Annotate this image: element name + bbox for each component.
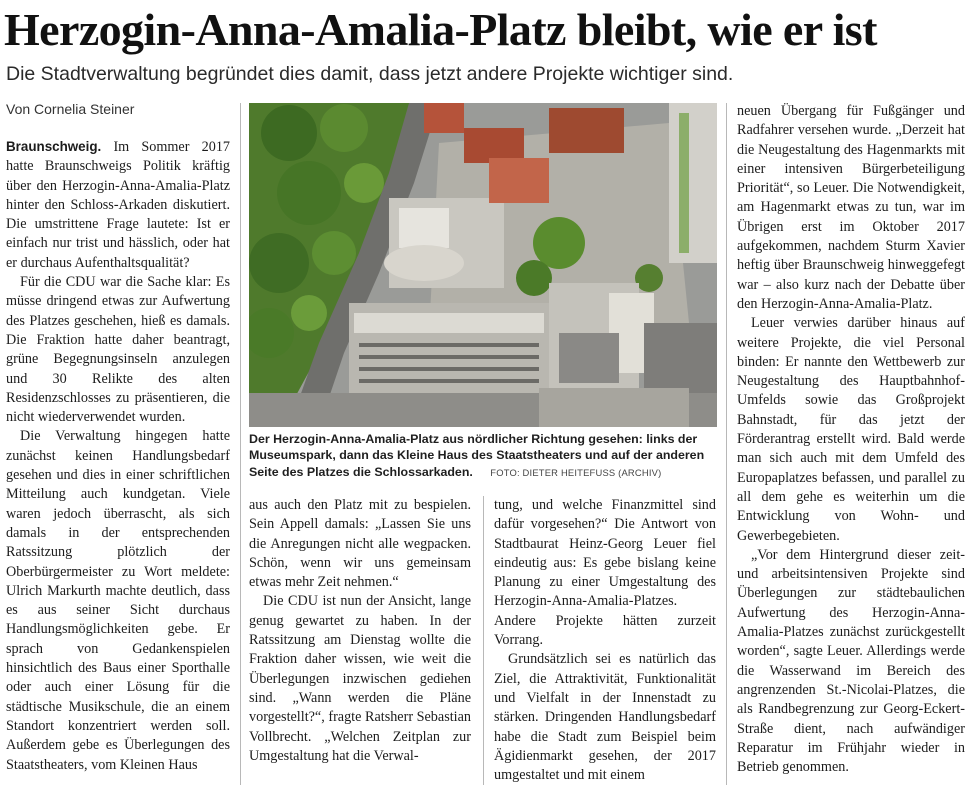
- article-column-4: [737, 102, 965, 777]
- caption-text: Der Herzogin-Anna-Amalia-Platz aus nördlicher Richtung gesehen: links der Museumspark, dann das Kleine Haus des Staatstheaters und auf der anderen Seite des Platzes die Schlossarkaden.: [249, 432, 705, 479]
- article-paragraph: „Vor dem Hintergrund dieser zeit- und arbeitsintensiven Projekte sind Überlegungen zur städtebaulichen Aufwertung des Herzogin-Anna-Amalia-Platzes zunächst zurückgestellt worden“, sagte Leuer. Allerdings werde die Wasserwand im Bereich des angrenzenden St.-Nicolai-Platzes, die als Randbegrenzung zur Georg-Eckert-Straße dient, nach aufwändiger Reparatur im Frühjahr wieder in Betrieb genommen.: [737, 546, 965, 776]
- article-paragraph: Grundsätzlich sei es natürlich das Ziel, die Attraktivität, Funktionalität und Vielfalt in der Innenstadt zu stärken. Dringenden Handlungsbedarf habe die Stadt zum Beispiel beim Ägidienmarkt gesehen, der 2017 umgestaltet und mit einem: [494, 651, 716, 784]
- article-column-1: [6, 137, 230, 775]
- column-divider: [240, 103, 241, 785]
- photo-caption: [249, 431, 717, 481]
- column-divider: [726, 103, 727, 785]
- paragraph-text: Im Sommer 2017 hatte Braunschweigs Politik kräftig über den Herzogin-Anna-Amalia-Platz hinter den Schloss-Arkaden diskutiert. Die umstrittene Frage lautete: Ist er einfach nur trist und hässlich, oder hat er durchaus Aufenthaltsqualität?: [6, 139, 231, 271]
- column-divider: [483, 496, 484, 785]
- article-paragraph: Die CDU ist nun der Ansicht, lange genug gewartet zu haben. In der Ratssitzung am Dienstag wollte die Fraktion daher wissen, wie weit die Überlegungen inzwischen gediehen sind. „Wann werden die Pläne vorgestellt?“, fragte Ratsherr Sebastian Vollbrecht. „Welchen Zeitplan zur Umgestaltung hat die Verwal-: [249, 593, 471, 764]
- article-column-2: [249, 496, 471, 766]
- article-paragraph: [6, 137, 230, 273]
- article-paragraph: Die Verwaltung hingegen hatte zunächst keinen Handlungsbedarf gesehen und dies in einer schriftlichen Mitteilung auch kundgetan. Viele waren jedoch überrascht, als sich damals in der entsprechenden Ratssitzung plötzlich der Oberbürgermeister zu Wort meldete: Ulrich Markurth machte deutlich, dass es aus seiner Sicht durchaus Handlungsmöglichkeiten gebe. Er sprach von Gedankenspielen hinsichtlich des Baus einer Sporthalle oder auch einer Lösung für die städtische Musikschule, die an einem Standort konzentriert werden soll. Außerdem gebe es Überlegungen des Staatstheaters, vom Kleinen Haus: [6, 428, 230, 773]
- dateline: Braunschweig.: [6, 139, 102, 154]
- headline: Herzogin-Anna-Amalia-Platz bleibt, wie er ist: [4, 4, 877, 55]
- article-paragraph-continued: neuen Übergang für Fußgänger und Radfahrer versehen wurde. „Derzeit hat die Neugestaltung des Hagenmarkts mit einer intensiven Bürgerbeteiligung Priorität“, so Leuer. Die Notwendigkeit, am Hagenmarkt etwas zu tun, war im Übrigen erst im Oktober 2017 aufgekommen, nachdem Sturm Xavier heftig über Braunschweig hinweggefegt war – also kurz nach der Debatte über den Herzogin-Anna-Amalia-Platz.: [737, 103, 965, 312]
- aerial-photo: [249, 103, 717, 427]
- article-paragraph: Leuer verwies darüber hinaus auf weitere Projekte, die viel Personal binden: Er nannte den Wettbewerb zur Neugestaltung des Hauptbahnhof-Umfelds sowie das Großprojekt Bahnstadt, für das jetzt der Förderantrag erstellt wird. Bald werde man sich auch mit dem Umfeld des Europaplatzes befassen, und parallel zu all dem gehe es weiterhin um die Entwicklung von Wohn- und Gewerbegebieten.: [737, 315, 965, 544]
- article-paragraph-continued: tung, und welche Finanzmittel sind dafür vorgesehen?“ Die Antwort von Stadtbaurat Heinz-Georg Leuer fiel eindeutig aus: Es gebe bislang keine Planung zu einer Umgestaltung des Herzogin-Anna-Amalia-Platzes. Andere Projekte hätten zurzeit Vorrang.: [494, 497, 716, 649]
- article-column-3: [494, 496, 716, 785]
- photo-credit: FOTO: DIETER HEITEFUSS (ARCHIV): [490, 466, 662, 478]
- aerial-photo-illustration: [249, 103, 717, 427]
- subheadline: Die Stadtverwaltung begründet dies damit, dass jetzt andere Projekte wichtiger sind.: [6, 63, 734, 85]
- byline: Von Cornelia Steiner: [6, 101, 135, 117]
- article-paragraph-continued: aus auch den Platz mit zu bespielen. Sein Appell damals: „Lassen Sie uns die Anregungen nicht alle wegpacken. Schön, wenn wir uns gemeinsam etwas mehr Zeit nehmen.“: [249, 497, 471, 591]
- article-paragraph: Für die CDU war die Sache klar: Es müsse dringend etwas zur Aufwertung des Platzes geschehen, hieß es damals. Die Fraktion hatte daher beantragt, grüne Begegnungsinseln anzulegen und 30 Relikte des alten Residenzschlosses zu präsentieren, die nicht wiederverwendet wurden.: [6, 274, 230, 426]
